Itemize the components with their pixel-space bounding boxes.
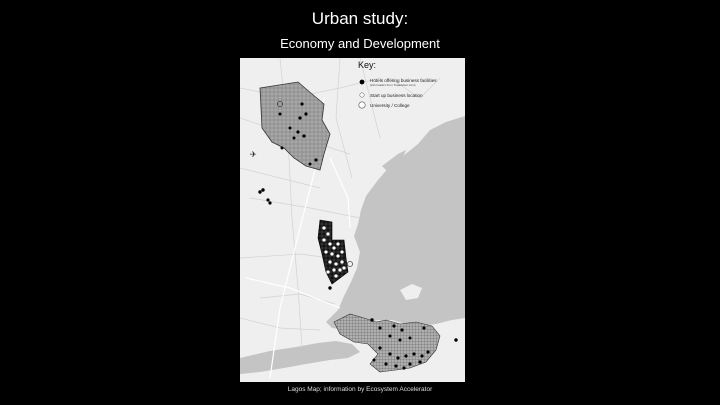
hotel-marker [402, 366, 405, 369]
hotel-marker [261, 188, 264, 191]
startup-marker [338, 268, 342, 272]
hotel-marker [279, 113, 282, 116]
startup-marker [334, 274, 338, 278]
airport-icon: ✈ [250, 150, 257, 159]
startup-marker [328, 260, 332, 264]
hotel-marker [404, 354, 407, 357]
key-university-label: University / College [370, 103, 410, 108]
key-hotel-symbol [360, 80, 365, 85]
hotel-marker [384, 362, 387, 365]
hotel-marker [373, 359, 376, 362]
hotel-marker [392, 324, 395, 327]
startup-marker [342, 266, 346, 270]
startup-marker [322, 226, 326, 230]
hotel-marker [409, 337, 412, 340]
startup-marker [336, 254, 340, 258]
hotel-marker [422, 326, 425, 329]
hotel-marker [328, 286, 331, 289]
hotel-marker [408, 362, 411, 365]
hotel-marker [296, 130, 299, 133]
map-caption: Lagos Map; information by Ecosystem Accelerator [287, 386, 433, 393]
startup-marker [340, 260, 344, 264]
key-title: Key: [358, 60, 377, 70]
startup-marker [328, 242, 332, 246]
hotel-marker [289, 127, 292, 130]
key-startup-label: Start up business location [370, 93, 423, 98]
hotel-marker [258, 190, 261, 193]
startup-marker [326, 232, 330, 236]
hotel-marker [396, 356, 399, 359]
lagos-map [240, 58, 465, 382]
hotel-marker [266, 198, 269, 201]
startup-marker [336, 242, 340, 246]
slide-subtitle: Economy and Development [280, 36, 440, 51]
map-canvas [240, 58, 465, 382]
startup-marker [334, 262, 338, 266]
key-university-symbol [359, 102, 365, 108]
hotel-marker [300, 102, 303, 105]
hotel-marker [394, 364, 397, 367]
hotel-marker [418, 360, 421, 363]
startup-marker [326, 270, 330, 274]
hotel-marker [454, 338, 457, 341]
startup-marker [330, 252, 334, 256]
hotel-marker [426, 350, 429, 353]
hotel-marker [314, 158, 317, 161]
hotel-marker [388, 352, 391, 355]
key-hotel-label: Hotels offering business facilities [370, 78, 437, 83]
hotel-marker [281, 147, 284, 150]
hotel-marker [378, 346, 381, 349]
hotel-marker [370, 318, 373, 321]
hotel-marker [302, 134, 305, 137]
hotel-marker [309, 163, 312, 166]
slide-title: Urban study: [311, 9, 409, 28]
hotel-marker [268, 201, 271, 204]
hotel-marker [400, 328, 403, 331]
startup-marker [332, 246, 336, 250]
startup-marker [324, 250, 328, 254]
hotel-marker [378, 326, 381, 329]
hotel-marker [399, 339, 402, 342]
startup-marker [332, 268, 336, 272]
hotel-marker [412, 352, 415, 355]
startup-marker [340, 250, 344, 254]
hotel-marker [304, 112, 307, 115]
hotel-marker [293, 137, 296, 140]
hotel-marker [420, 354, 423, 357]
startup-marker [322, 238, 326, 242]
hotel-marker [298, 116, 301, 119]
hotel-marker [389, 335, 392, 338]
key-hotel-note: (information from Tripadvisor.com) [370, 83, 416, 87]
key-startup-symbol [360, 93, 364, 97]
